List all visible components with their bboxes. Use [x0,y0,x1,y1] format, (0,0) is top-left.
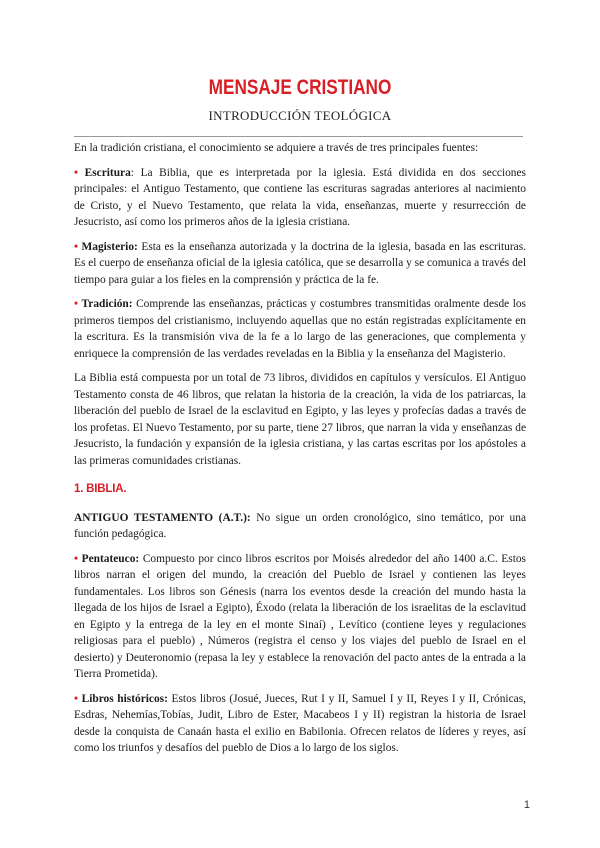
document-subtitle: INTRODUCCIÓN TEOLÓGICA [208,108,392,123]
intro-paragraph: En la tradición cristiana, el conocimiento se adquiere a través de tres principales fuentes: [74,142,479,154]
document-body [74,140,526,765]
at-text: No sigue un orden cronológico, sino temático, por una función pedagógica. [74,511,526,540]
at-paragraph [74,510,526,543]
book-group-term: Libros históricos: [81,692,168,705]
source-paragraph-magisterio [74,239,526,289]
title-divider [74,136,523,137]
book-group-historicos [74,691,526,757]
book-group-text: Estos libros (Josué, Jueces, Rut I y II, Samuel I y II, Reyes I y II, Crónicas, Esdras, Nehemías,Tobías, Judit, Libro de Ester, Macabeos I y II) registran la historia de Israel desde la conquista de Canaán hasta el exilio en Babilonia. Ofrecen relatos de líderes y reyes, así como los triunfos y desafíos del pueblo de Dios a lo largo de los siglos. [74,692,526,754]
section-heading-biblia: 1. BIBLIA. [74,483,127,495]
document-title: MENSAJE CRISTIANO [208,76,392,99]
bullet-icon: • [74,552,78,565]
source-term: Escritura [84,166,131,179]
book-group-pentateuco [74,551,526,683]
source-text: Esta es la enseñanza autorizada y la doctrina de la iglesia, basada en las escrituras. Es el cuerpo de enseñanza oficial de la iglesia católica, que se desarrolla y se comunica a través del tiempo para guiar a los fieles en la comprensión y práctica de la fe. [74,240,526,286]
source-paragraph-escritura [74,165,526,231]
source-text: : La Biblia, que es interpretada por la iglesia. Está dividida en dos secciones principales: el Antiguo Testamento, que contiene las escrituras sagradas anteriores al nacimiento de Cristo, y el Nuevo Testamento, que relata la vida, enseñanzas, muerte y resurrección de Jesucristo, así como los primeros años de la iglesia cristiana. [74,166,526,228]
at-term: ANTIGUO TESTAMENTO (A.T.): [74,511,251,524]
source-term: Tradición: [81,298,133,310]
bullet-icon: • [74,692,78,705]
bullet-icon: • [74,298,78,310]
bullet-icon: • [74,240,78,253]
page-number: 1 [523,799,530,811]
bullet-icon: • [74,166,78,179]
book-group-text: Compuesto por cinco libros escritos por Moisés alrededor del año 1400 a.C. Estos libros narran el origen del mundo, la creación del Pueblo de Israel y contienen las leyes fundamentales. Los libros son Génesis (narra los eventos desde la creación del mundo hasta la llegada de los hijos de Israel a Egipto), Éxodo (relata la liberación de los israelitas de la esclavitud en Egipto y la entrega de la ley en el monte Sinaí) , Levítico (contiene leyes y regulaciones religiosas para el pueblo) , Números (registra el censo y los viajes del pueblo de Israel en el desierto) y Deuteronomio (repasa la ley y establece la renovación del pacto antes de la entrada a la Tierra Prometida). [74,552,526,680]
source-text: Comprende las enseñanzas, prácticas y costumbres transmitidas oralmente desde los primeros tiempos del cristianismo, incluyendo aquellas que no están registradas explícitamente en la escritura. Es la transmisión viva de la fe a lo largo de las generaciones, que complementa y enriquece la comprensión de las verdades reveladas en la Biblia y la enseñanza del Magisterio. [74,298,526,360]
bible-summary-paragraph: La Biblia está compuesta por un total de 73 libros, divididos en capítulos y versículos. El Antiguo Testamento consta de 46 libros, que relatan la historia de la creación, la vida de los patriarcas, la liberación del pueblo de Israel de la esclavitud en Egipto, y las leyes y profecías dadas a través de los profetas. El Nuevo Testamento, por su parte, tiene 27 libros, que narran la vida y enseñanzas de Jesucristo, la fundación y expansión de la iglesia cristiana, y las cartas escritas por los apóstoles a las primeras comunidades cristianas. [74,372,526,467]
book-group-term: Pentateuco: [81,552,140,565]
source-paragraph-tradicion [74,296,526,362]
source-term: Magisterio: [81,240,138,253]
